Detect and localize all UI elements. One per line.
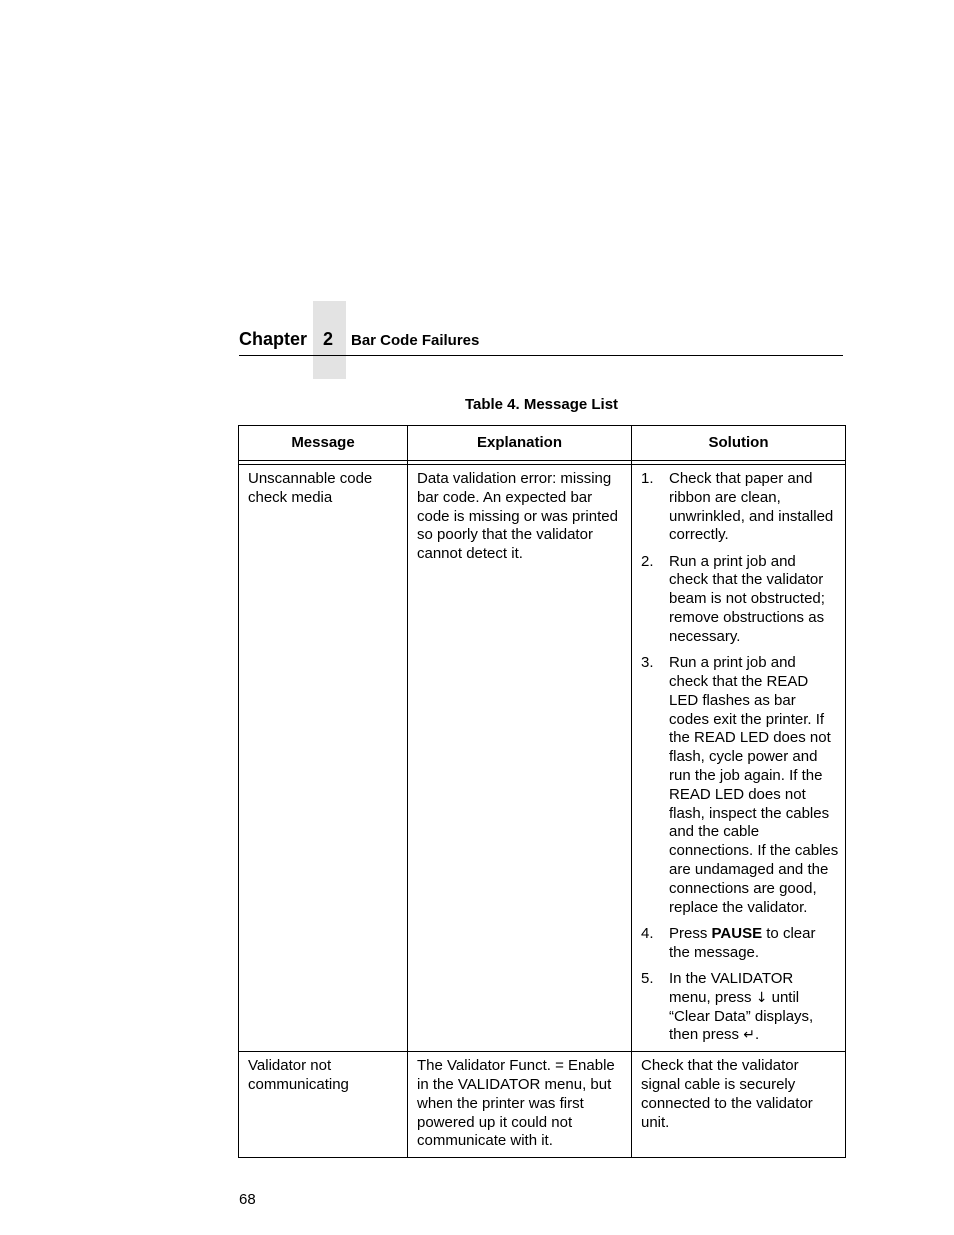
step-text-part2: until “Clear Data” displays, then press	[669, 988, 814, 1044]
chapter-number: 2	[322, 329, 333, 349]
step-text: Run a print job and check that the READ LED flashes as bar codes exit the printer. If the READ LED does not flash, cycle power and run the job again. If the READ LED does not flash, inspect the cables and the cable connections. If the cables are undamaged and the connections are good, replace the validator.	[669, 654, 839, 916]
solution-step	[641, 654, 839, 917]
down-arrow-icon: ↓	[755, 989, 768, 1006]
column-header-solution: Solution	[632, 426, 846, 461]
message-cell: Unscannable code check media	[239, 465, 408, 1052]
solution-step	[641, 553, 839, 647]
step-text-part1: In the VALIDATOR menu, press	[669, 969, 794, 1006]
step-text: Check that paper and ribbon are clean, unwrinkled, and installed correctly.	[669, 470, 834, 544]
column-header-message: Message	[239, 426, 408, 461]
pause-key-label: PAUSE	[711, 924, 763, 942]
page-number: 68	[239, 1191, 256, 1208]
step-number: 5.	[641, 969, 654, 987]
header-rule	[239, 355, 843, 356]
section-title: Bar Code Failures	[351, 332, 480, 349]
explanation-cell: The Validator Funct. = Enable in the VALIDATOR menu, but when the printer was first powered up it could not communicate with it.	[408, 1052, 632, 1158]
table-caption: Table 4. Message List	[464, 396, 619, 413]
table-row	[239, 1052, 846, 1158]
explanation-cell: Data validation error: missing bar code. An expected bar code is missing or was printed so poorly that the validator cannot detect it.	[408, 465, 632, 1052]
solution-steps	[641, 470, 839, 1045]
table-header-row	[239, 426, 846, 461]
solution-cell: Check that the validator signal cable is securely connected to the validator unit.	[632, 1052, 846, 1158]
step-text: Run a print job and check that the validator beam is not obstructed; remove obstructions as necessary.	[669, 552, 825, 645]
solution-cell	[632, 465, 846, 1052]
step-number: 1.	[641, 470, 654, 487]
step-number: 3.	[641, 654, 654, 672]
chapter-label: Chapter	[239, 329, 308, 349]
step-number: 4.	[641, 924, 654, 942]
step-text-suffix: to clear the message.	[669, 924, 816, 961]
message-cell: Validator not communicating	[239, 1052, 408, 1158]
table-row	[239, 465, 846, 1052]
message-list-table	[238, 425, 846, 1158]
step-text-prefix: Press	[669, 924, 712, 942]
step-text-part3: .	[754, 1026, 760, 1044]
solution-step	[641, 470, 839, 545]
enter-key-icon: ↵	[743, 1027, 755, 1044]
solution-step	[641, 970, 839, 1045]
solution-step	[641, 925, 839, 963]
step-number: 2.	[641, 552, 654, 570]
column-header-explanation: Explanation	[408, 426, 632, 461]
